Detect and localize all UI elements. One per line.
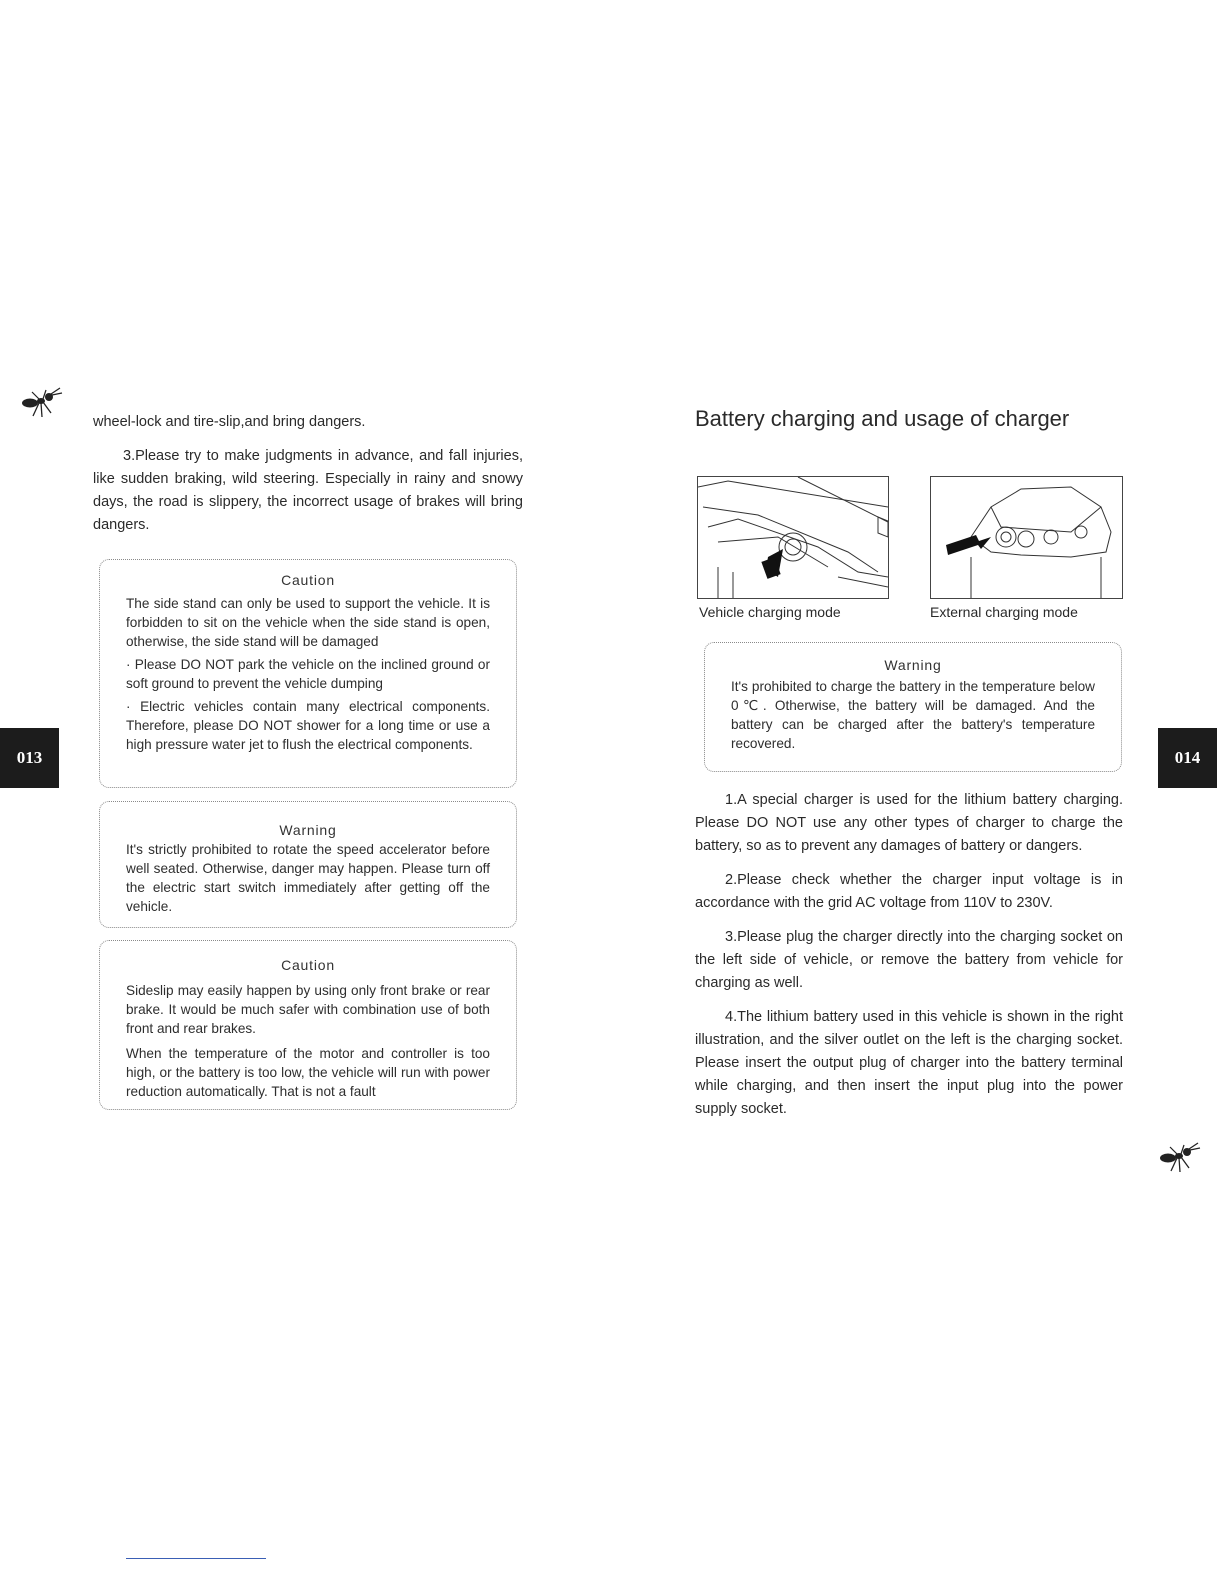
page-number: 014 — [1174, 748, 1201, 767]
caution-box-brakes — [99, 940, 517, 1110]
caution-text-power: When the temperature of the motor and controller is too high, or the battery is too low, the vehicle will run with power reduction automatically. That is not a fault — [126, 1046, 490, 1099]
footer-divider — [126, 1558, 266, 1559]
section-heading: Battery charging and usage of charger — [695, 406, 1070, 431]
page-number: 013 — [16, 748, 43, 767]
page-number-tab — [0, 728, 59, 788]
intro-paragraph: wheel-lock and tire-slip,and bring dangers. — [93, 414, 366, 430]
warning-text: It's strictly prohibited to rotate the speed accelerator before well seated. Otherwise, danger may happen. Please turn off the electric start switch immediately after getting off the vehicle. — [126, 842, 490, 914]
caption-external-charging: External charging mode — [930, 604, 1078, 620]
paragraph-3: 3.Please plug the charger directly into the charging socket on the left side of vehicle, or remove the battery from vehicle for charging as well. — [695, 929, 1123, 991]
paragraph-3: 3.Please try to make judgments in advance, and fall injuries, like sudden braking, wild steering. Especially in rainy and snowy days, the road is slippery, the incorrect usage of brakes will bring dangers. — [93, 448, 523, 533]
caution-box-side-stand — [99, 559, 517, 788]
ant-logo-icon — [18, 386, 64, 420]
right-body-text — [695, 789, 1123, 1132]
caution-text-2: · Please DO NOT park the vehicle on the inclined ground or soft ground to prevent the vehicle dumping — [126, 657, 490, 691]
caution-text-brakes: Sideslip may easily happen by using only front brake or rear brake. It would be much safer with combination use of both front and rear brakes. — [126, 983, 490, 1036]
left-body-text — [93, 411, 523, 548]
box-title: Warning — [279, 822, 337, 838]
warning-box-temperature — [704, 642, 1122, 772]
paragraph-4: 4.The lithium battery used in this vehicle is shown in the right illustration, and the silver outlet on the left is the charging socket. Please insert the output plug of charger into the battery terminal while charging, and then insert the input plug into the power supply socket. — [695, 1009, 1123, 1117]
page-number-tab — [1158, 728, 1217, 788]
box-title: Warning — [884, 657, 942, 673]
warning-box-accelerator — [99, 801, 517, 928]
paragraph-1: 1.A special charger is used for the lithium battery charging. Please DO NOT use any other types of charger to charge the battery, so as to prevent any damages of battery or dangers. — [695, 792, 1123, 854]
caution-text-1: The side stand can only be used to support the vehicle. It is forbidden to sit on the vehicle when the side stand is open, otherwise, the side stand will be damaged — [126, 596, 490, 649]
caution-text-3: · Electric vehicles contain many electrical components. Therefore, please DO NOT shower for a long time or use a high pressure water jet to flush the electrical components. — [126, 699, 490, 752]
paragraph-2: 2.Please check whether the charger input voltage is in accordance with the grid AC voltage from 110V to 230V. — [695, 872, 1123, 911]
scooter-charging-icon — [698, 477, 889, 599]
box-title: Caution — [281, 572, 335, 588]
battery-charging-icon — [931, 477, 1123, 599]
external-charging-illustration — [930, 476, 1123, 599]
caption-vehicle-charging: Vehicle charging mode — [699, 604, 841, 620]
warning-text: It's prohibited to charge the battery in the temperature below 0℃. Otherwise, the battery will be damaged. And the battery can be charged after the battery's temperature recovered. — [731, 679, 1095, 751]
box-title: Caution — [281, 957, 335, 973]
ant-logo-icon — [1156, 1141, 1202, 1175]
vehicle-charging-illustration — [697, 476, 889, 599]
